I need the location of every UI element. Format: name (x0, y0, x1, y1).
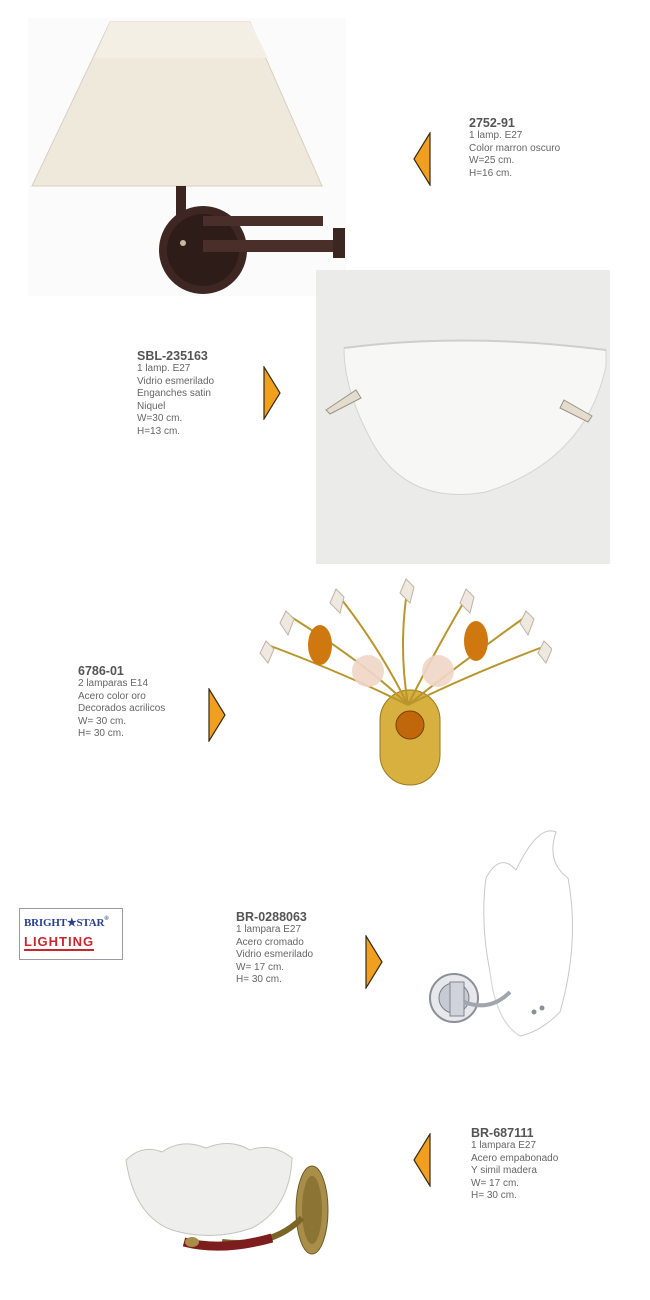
spec-line: Enganches satin (137, 388, 211, 399)
arrow-right-icon (263, 366, 281, 420)
product-image-2752-91 (28, 18, 346, 296)
product-code: BR-687111 (471, 1126, 534, 1140)
spec-line: Vidrio esmerilado (137, 375, 215, 387)
spec-line: H=16 cm. (469, 167, 513, 179)
spec-line: H= 30 cm. (236, 974, 282, 985)
spec-line: W= 17 cm. (236, 961, 285, 973)
arrow-left-icon (413, 132, 431, 186)
spec-line: W=30 cm. (137, 413, 183, 424)
logo-text-bottom: LIGHTING (24, 934, 95, 949)
product-info-2752-91 (469, 116, 560, 180)
spec-line: Acero empabonado (471, 1152, 559, 1164)
spec-line: 1 lamp. E27 (469, 130, 523, 141)
product-image-BR-0288063 (420, 822, 590, 1046)
brightstar-lighting-logo (19, 908, 123, 960)
arrow-right-icon (365, 935, 383, 989)
product-code: 2752-91 (469, 116, 515, 130)
product-image-SBL-235163 (316, 270, 610, 564)
product-code: 6786-01 (78, 664, 124, 678)
product-info-BR-0288063 (236, 910, 313, 987)
product-info-SBL-235163 (137, 349, 214, 438)
product-image-6786-01 (248, 575, 552, 797)
spec-line: Decorados acrilicos (78, 703, 166, 714)
product-code: BR-0288063 (236, 910, 307, 924)
spec-line: W= 17 cm. (471, 1177, 520, 1189)
spec-line: H= 30 cm. (78, 728, 124, 739)
product-info-BR-687111 (471, 1126, 558, 1203)
arrow-left-icon (413, 1133, 431, 1187)
product-image-BR-687111 (122, 1138, 332, 1260)
spec-line: H=13 cm. (137, 425, 181, 437)
spec-line: Y simil madera (471, 1165, 537, 1176)
spec-line: Acero color oro (78, 690, 146, 702)
spec-line: 1 lamp. E27 (137, 363, 191, 374)
spec-line: Niquel (137, 400, 166, 412)
spec-line: W=25 cm. (469, 155, 515, 166)
spec-line: H= 30 cm. (471, 1190, 517, 1201)
spec-line: Vidrio esmerilado (236, 949, 314, 960)
product-code: SBL-235163 (137, 349, 208, 363)
spec-line: 1 lampara E27 (471, 1140, 537, 1151)
spec-line: 1 lampara E27 (236, 924, 302, 935)
spec-line: 2 lamparas E14 (78, 678, 149, 689)
spec-line: Color marron oscuro (469, 142, 561, 154)
product-info-6786-01 (78, 664, 165, 741)
spec-line: Acero cromado (236, 936, 304, 948)
logo-text-top: BRIGHT★STAR® (24, 916, 109, 929)
arrow-right-icon (208, 688, 226, 742)
spec-line: W= 30 cm. (78, 715, 127, 727)
